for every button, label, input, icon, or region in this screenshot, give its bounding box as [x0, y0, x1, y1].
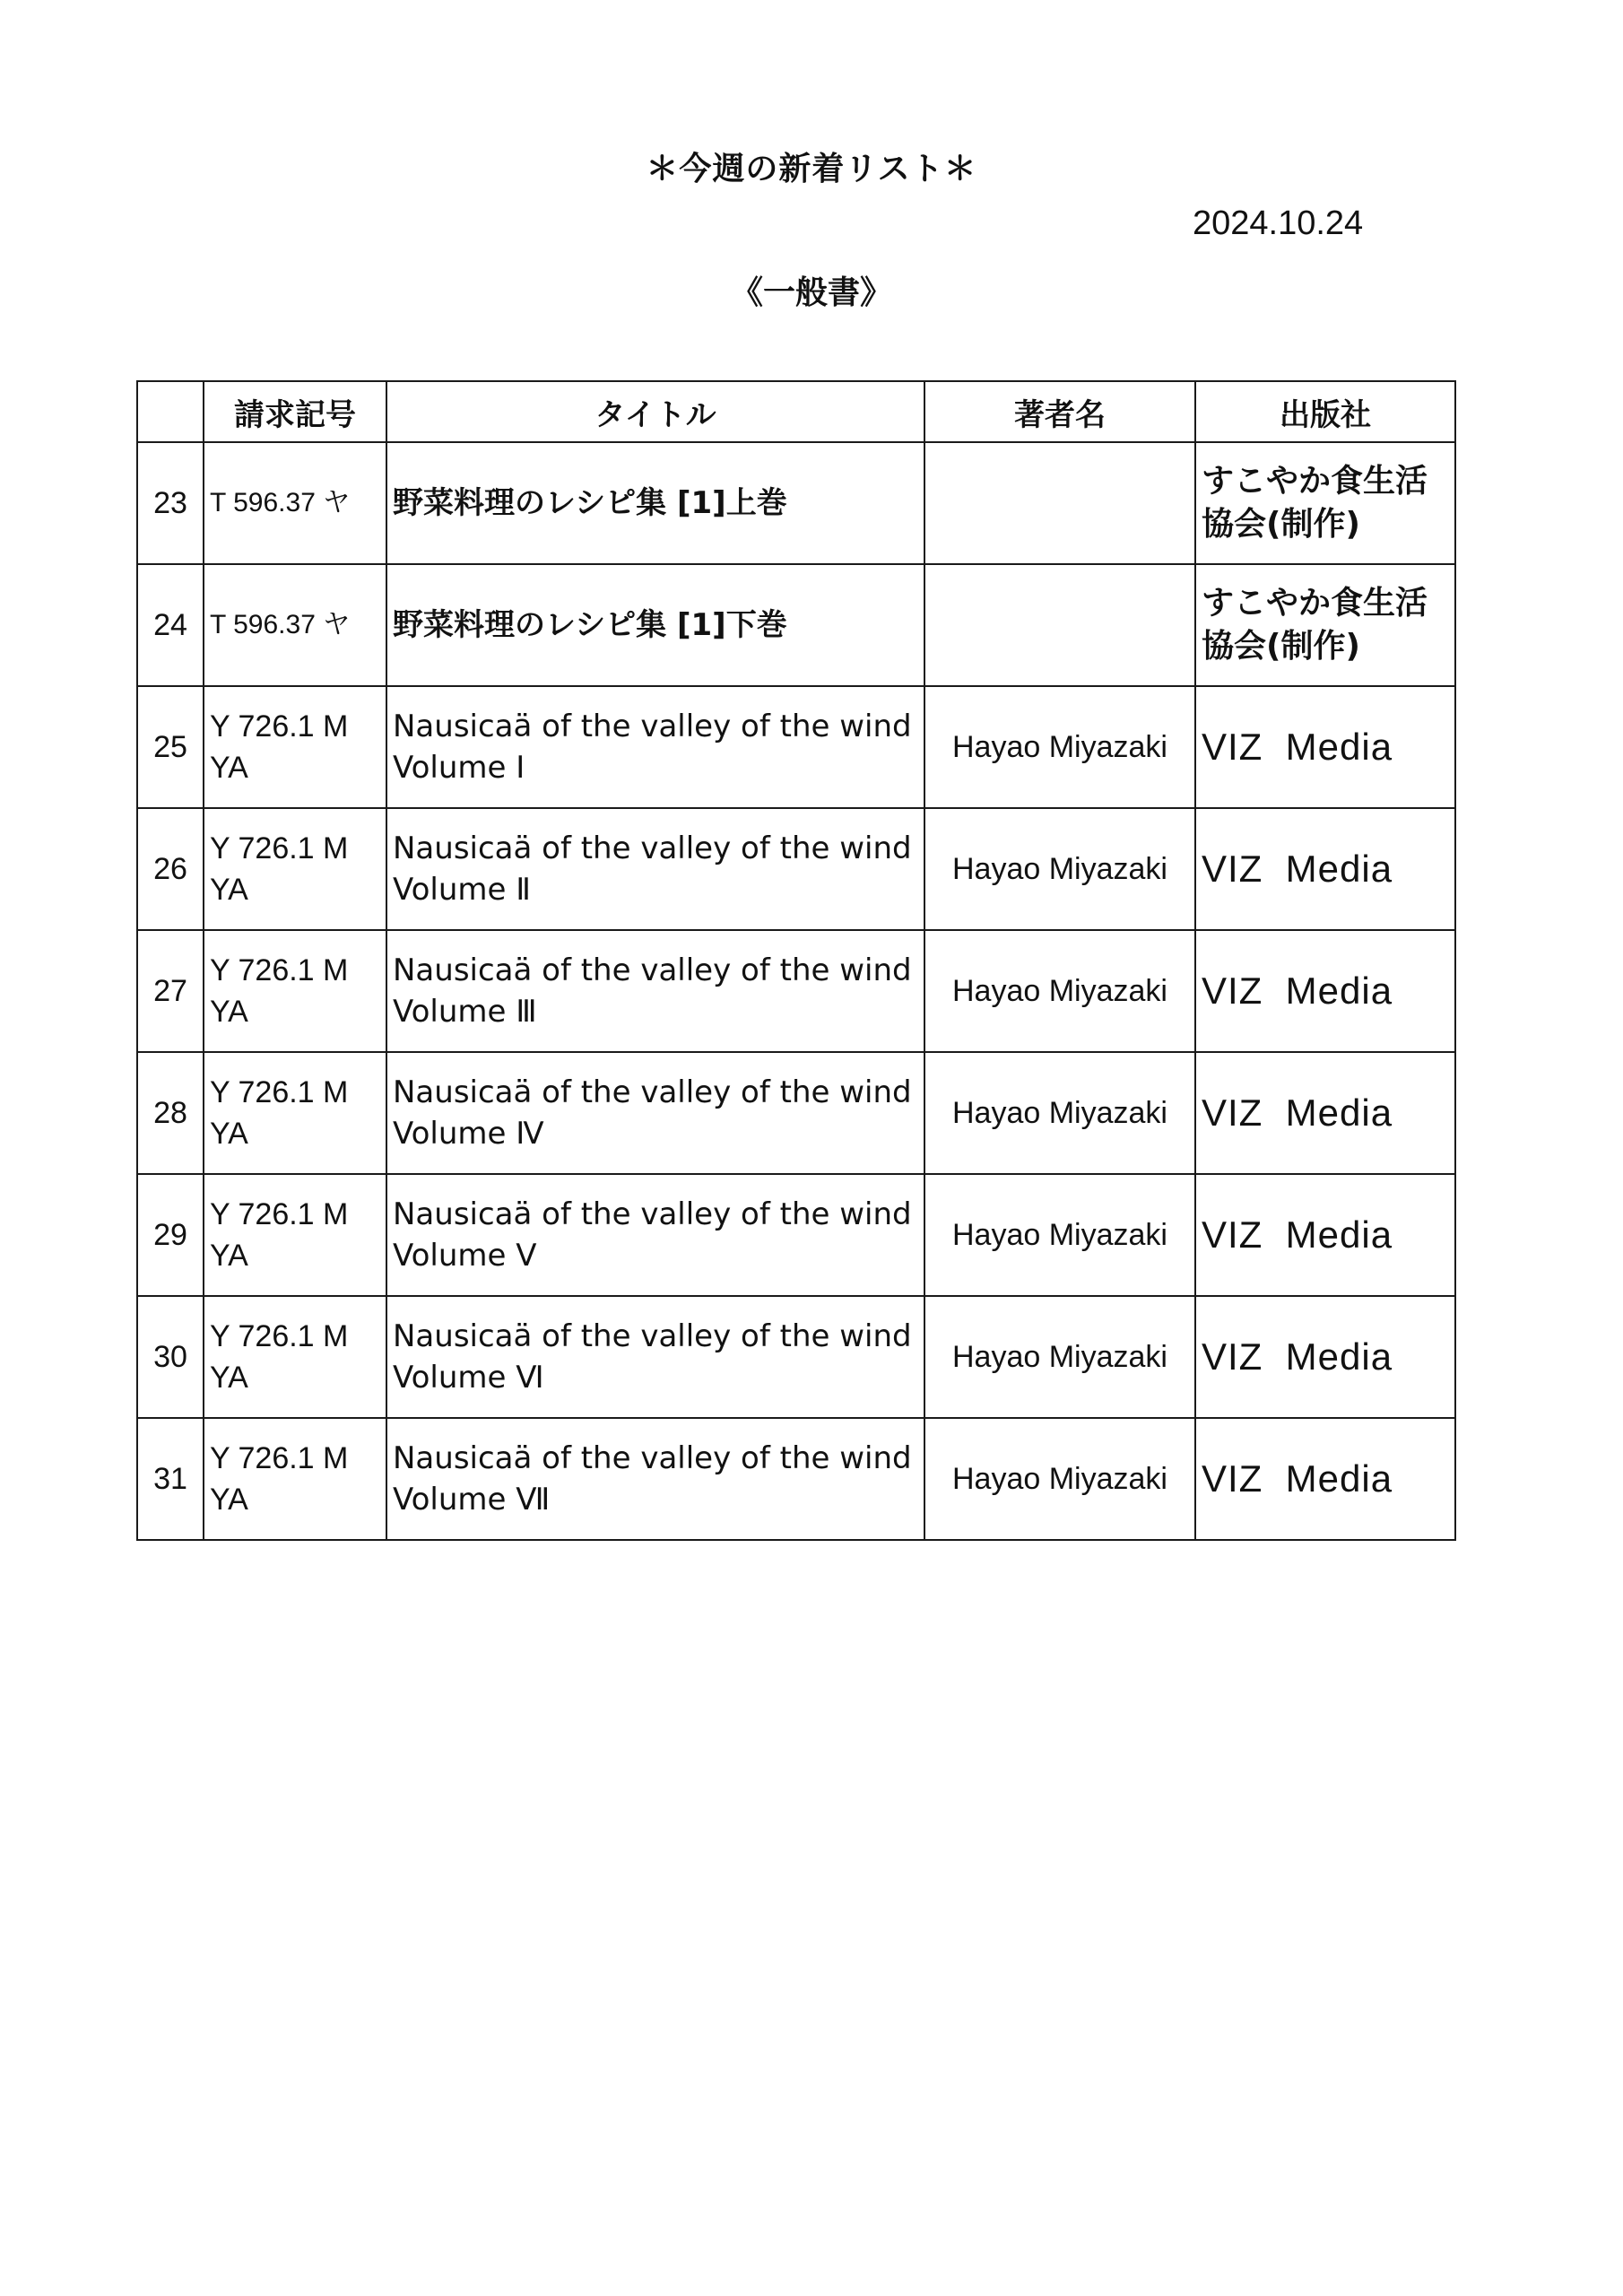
book-publisher: すこやか食生活協会(制作)	[1195, 442, 1455, 564]
row-number: 27	[137, 930, 204, 1052]
call-number: Y 726.1 M YA	[204, 1174, 386, 1296]
row-number: 26	[137, 808, 204, 930]
call-number: Y 726.1 M YA	[204, 1418, 386, 1540]
book-author: Hayao Miyazaki	[924, 1174, 1195, 1296]
row-number: 31	[137, 1418, 204, 1540]
table-row	[137, 1418, 1455, 1540]
section-heading: 《一般書》	[730, 274, 892, 311]
header-title: タイトル	[386, 381, 924, 442]
book-title: Nausicaä of the valley of the wind Volume Ⅳ	[386, 1052, 924, 1174]
new-arrivals-table	[136, 380, 1456, 1541]
book-author: Hayao Miyazaki	[924, 1418, 1195, 1540]
table-row	[137, 442, 1455, 564]
book-author	[924, 442, 1195, 564]
book-title: Nausicaä of the valley of the wind Volume Ⅴ	[386, 1174, 924, 1296]
row-number: 25	[137, 686, 204, 808]
call-number: Y 726.1 M YA	[204, 808, 386, 930]
book-author: Hayao Miyazaki	[924, 1052, 1195, 1174]
book-author: Hayao Miyazaki	[924, 1296, 1195, 1418]
book-author	[924, 564, 1195, 686]
call-number: Y 726.1 M YA	[204, 686, 386, 808]
book-publisher: すこやか食生活協会(制作)	[1195, 564, 1455, 686]
row-number: 28	[137, 1052, 204, 1174]
row-number: 24	[137, 564, 204, 686]
table-header-row	[137, 381, 1455, 442]
header-publisher: 出版社	[1195, 381, 1455, 442]
call-number: T 596.37 ヤ	[204, 564, 386, 686]
row-number: 29	[137, 1174, 204, 1296]
book-publisher: VIZ Media	[1195, 686, 1455, 808]
book-author: Hayao Miyazaki	[924, 686, 1195, 808]
table-row	[137, 1052, 1455, 1174]
book-publisher: VIZ Media	[1195, 930, 1455, 1052]
book-title: Nausicaä of the valley of the wind Volume Ⅱ	[386, 808, 924, 930]
book-publisher: VIZ Media	[1195, 1174, 1455, 1296]
row-number: 30	[137, 1296, 204, 1418]
book-publisher: VIZ Media	[1195, 1296, 1455, 1418]
book-publisher: VIZ Media	[1195, 1418, 1455, 1540]
call-number: Y 726.1 M YA	[204, 1052, 386, 1174]
list-date: 2024.10.24	[1193, 204, 1364, 242]
call-number: T 596.37 ヤ	[204, 442, 386, 564]
header-no	[137, 381, 204, 442]
table-row	[137, 1174, 1455, 1296]
book-title: Nausicaä of the valley of the wind Volume Ⅶ	[386, 1418, 924, 1540]
table-row	[137, 930, 1455, 1052]
book-publisher: VIZ Media	[1195, 808, 1455, 930]
table-row	[137, 808, 1455, 930]
header-author: 著者名	[924, 381, 1195, 442]
call-number: Y 726.1 M YA	[204, 1296, 386, 1418]
row-number: 23	[137, 442, 204, 564]
book-title: Nausicaä of the valley of the wind Volume Ⅵ	[386, 1296, 924, 1418]
book-author: Hayao Miyazaki	[924, 930, 1195, 1052]
book-title: 野菜料理のレシピ集 [1]下巻	[386, 564, 924, 686]
book-title: 野菜料理のレシピ集 [1]上巻	[386, 442, 924, 564]
page-title: ＊今週の新着リスト＊	[646, 151, 977, 187]
book-title: Nausicaä of the valley of the wind Volume Ⅰ	[386, 686, 924, 808]
table-row	[137, 686, 1455, 808]
call-number: Y 726.1 M YA	[204, 930, 386, 1052]
book-title: Nausicaä of the valley of the wind Volume Ⅲ	[386, 930, 924, 1052]
table-row	[137, 1296, 1455, 1418]
header-call-number: 請求記号	[204, 381, 386, 442]
book-author: Hayao Miyazaki	[924, 808, 1195, 930]
book-publisher: VIZ Media	[1195, 1052, 1455, 1174]
table-row	[137, 564, 1455, 686]
